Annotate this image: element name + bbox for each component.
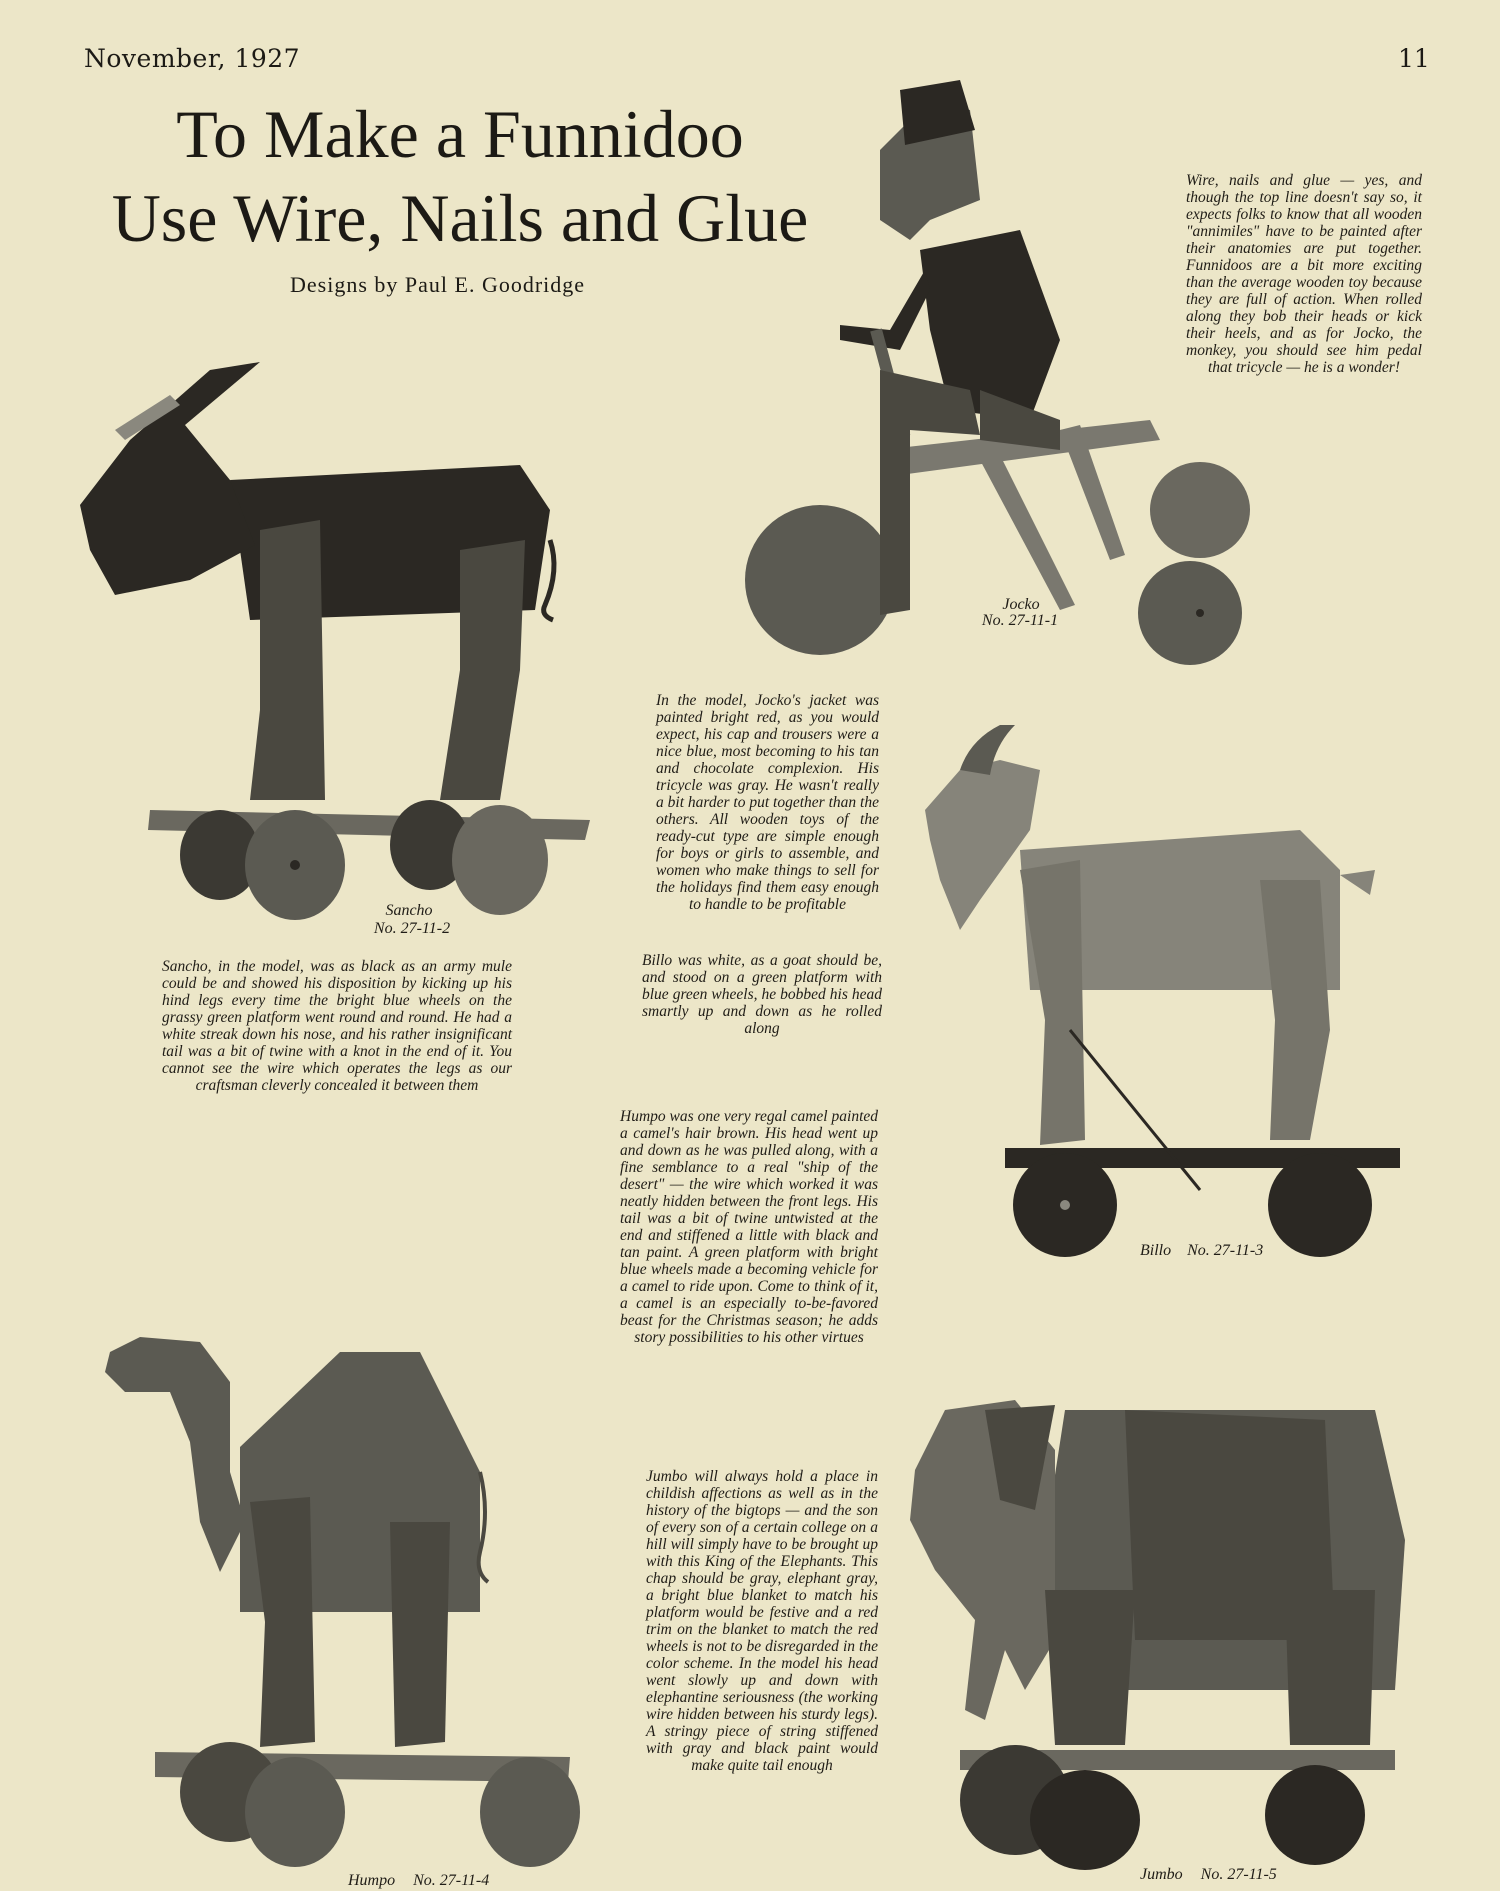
- billo-goat-illustration: [900, 730, 1420, 1270]
- billo-wheel-2: [1268, 1153, 1372, 1257]
- title-line-2: Use Wire, Nails and Glue: [111, 180, 809, 256]
- jumbo-wheel-2: [1265, 1765, 1365, 1865]
- tricycle-front-wheel: [745, 505, 895, 655]
- byline: Designs by Paul E. Goodridge: [290, 272, 586, 297]
- billo-front-legs: [1020, 860, 1085, 1145]
- billo-description: Billo was white, as a goat should be, and stood on a green platform with blue green wheels, he bobbed his head smartly up and down as he rolled along: [642, 952, 882, 1037]
- jocko-description: In the model, Jocko's jacket was painted bright red, as you would expect, his cap and trousers were a nice blue, most becoming to his tan and chocolate complexion. His tricycle was gray. He wasn't really a bit harder to put together than the others. All wooden toys of the ready-cut type are simple enough for boys or girls to assemble, and women who make things to sell for the holidays find them easy enough to handle to be profitable: [656, 692, 879, 913]
- humpo-wheel-2: [480, 1757, 580, 1867]
- article-title: [100, 92, 820, 260]
- humpo-wheel: [245, 1757, 345, 1867]
- jumbo-caption: [1140, 1866, 1277, 1883]
- sancho-mule-illustration: [80, 370, 600, 925]
- jumbo-name: Jumbo: [1140, 1866, 1183, 1883]
- humpo-camel-illustration: [100, 1322, 600, 1872]
- jocko-number: No. 27-11-1: [981, 612, 1059, 629]
- jocko-monkey-tricycle-illustration: [730, 90, 1250, 670]
- jocko-caption: [985, 596, 1057, 613]
- humpo-hind-legs: [390, 1522, 450, 1747]
- tricycle-rear-wheel-2: [1138, 561, 1242, 665]
- tricycle-rear-wheel: [1150, 462, 1250, 558]
- billo-name: Billo: [1140, 1242, 1172, 1259]
- sancho-name: Sancho: [385, 902, 433, 919]
- humpo-name: Humpo: [348, 1872, 396, 1889]
- billo-hind-legs: [1260, 880, 1330, 1140]
- jumbo-elephant-illustration: [905, 1390, 1445, 1860]
- billo-head: [925, 760, 1040, 930]
- title-line-1: To Make a Funnidoo: [176, 96, 744, 172]
- jumbo-description: Jumbo will always hold a place in childish affections as well as in the history of the bigtops — and the son of every son of a certain college on a hill will simply have to be brought up with this King of the Elephants. This chap should be gray, elephant gray, a bright blue blanket to match his platform would be festive and a red trim on the blanket to match the red wheels is not to be disregarded in the color scheme. In the model his head went slowly up and down with elephantine seriousness (the working wire hidden between his sturdy legs). A stringy piece of string stiffened with gray and black paint would make quite tail enough: [646, 1468, 878, 1774]
- billo-caption: [1140, 1242, 1263, 1259]
- jocko-name: Jocko: [1002, 596, 1040, 613]
- billo-number: No. 27-11-3: [1187, 1242, 1264, 1259]
- page-number: 11: [1398, 44, 1430, 73]
- sancho-wheel-2: [452, 805, 548, 915]
- jumbo-number: No. 27-11-5: [1200, 1866, 1277, 1883]
- jumbo-wheel: [1030, 1770, 1140, 1870]
- monkey-legs: [880, 370, 980, 615]
- jumbo-front-legs: [1045, 1590, 1135, 1745]
- issue-date: November, 1927: [84, 44, 301, 73]
- humpo-caption: [348, 1872, 489, 1889]
- intro-paragraph: Wire, nails and glue — yes, and though the top line doesn't say so, it expects folks to know that all wooden "annimiles" have to be painted after their anatomies are put together. Funnidoos are a bit more exciting than the average wooden toy because they are full of action. When rolled along they bob their heads or kick their heels, and as for Jocko, the monkey, you should see him pedal that tricycle — he is a wonder!: [1186, 172, 1422, 376]
- humpo-head: [105, 1337, 245, 1572]
- sancho-number: No. 27-11-2: [373, 920, 451, 937]
- sancho-description: Sancho, in the model, was as black as an army mule could be and showed his disposition by kicking up his hind legs every time the bright blue wheels on the grassy green platform went round and round. He had a white streak down his nose, and his rather insignificant tail was a bit of twine with a knot in the end of it. You cannot see the wire which operates the legs as our craftsman cleverly concealed it between them: [162, 958, 512, 1094]
- humpo-number: No. 27-11-4: [413, 1872, 490, 1889]
- jumbo-hind-legs: [1285, 1590, 1375, 1745]
- humpo-front-legs: [250, 1497, 315, 1747]
- sancho-front-legs: [250, 520, 325, 800]
- humpo-description: Humpo was one very regal camel painted a camel's hair brown. His head went up and down as he was pulled along, with a fine semblance to a real "ship of the desert" — the wire which worked it was neatly hidden between the front legs. His tail was a bit of twine untwisted at the end and stiffened a little with black and tan paint. A green platform with bright blue wheels made a becoming vehicle for a camel to ride upon. Come to think of it, a camel is an especially to-be-favored beast for the Christmas season; he adds story possibilities to his other virtues: [620, 1108, 878, 1346]
